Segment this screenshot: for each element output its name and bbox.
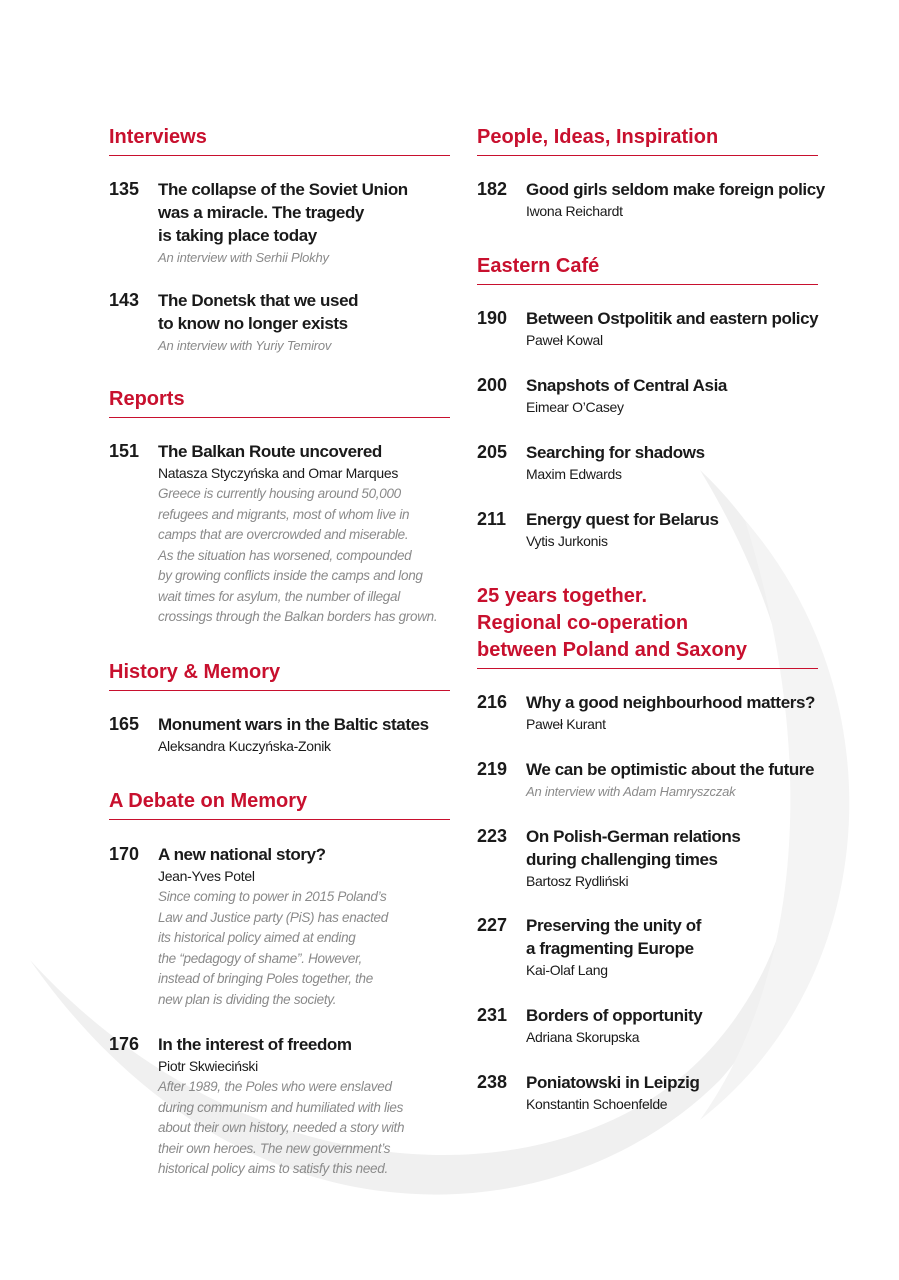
entry-description: Greece is currently housing around 50,000 refugees and migrants, most of whom live in camps that are overcrowded and miserable. As the situation has worsened, compounded by growing conflicts inside the camps and long wait times for asylum, the number of illegal crossings through the Balkan borders has grown. — [158, 486, 438, 624]
page-number: 176 — [109, 1034, 140, 1054]
entry-title: Between Ostpolitik and eastern policy — [526, 309, 819, 328]
section-title: A Debate on Memory — [109, 788, 450, 820]
entry-title: On Polish-German relations during challenging times — [526, 827, 741, 869]
entry-subtitle: An interview with Serhii Plokhy — [158, 250, 329, 265]
entry-author: Natasza Styczyńska and Omar Marques — [158, 465, 399, 481]
section-title: Interviews — [109, 124, 450, 156]
entry-author: Vytis Jurkonis — [526, 533, 608, 549]
entry-subtitle: An interview with Yuriy Temirov — [158, 338, 332, 353]
section-eastern-cafe — [477, 253, 818, 285]
page-number: 238 — [477, 1072, 508, 1092]
page-number: 223 — [477, 826, 508, 846]
section-history-memory — [109, 659, 450, 691]
page-number: 227 — [477, 915, 508, 935]
page-number: 135 — [109, 179, 140, 199]
page-number: 143 — [109, 290, 140, 310]
page-number: 190 — [477, 308, 508, 328]
page-number: 200 — [477, 375, 508, 395]
entry-author: Konstantin Schoenfelde — [526, 1096, 668, 1112]
entry-author: Piotr Skwieciński — [158, 1058, 258, 1074]
entry-title: Preserving the unity of a fragmenting Europe — [526, 916, 702, 958]
entry-author: Iwona Reichardt — [526, 203, 623, 219]
entry-author: Maxim Edwards — [526, 466, 622, 482]
entry-author: Kai-Olaf Lang — [526, 962, 608, 978]
entry-title: The Balkan Route uncovered — [158, 442, 382, 461]
entry-title: Poniatowski in Leipzig — [526, 1073, 700, 1092]
page-number: 170 — [109, 844, 140, 864]
entry-subtitle: An interview with Adam Hamryszczak — [526, 784, 736, 799]
entry-title: Good girls seldom make foreign policy — [526, 180, 825, 199]
entry-title: The Donetsk that we used to know no longer exists — [158, 291, 359, 333]
section-title: History & Memory — [109, 659, 450, 691]
entry-author: Bartosz Rydliński — [526, 873, 629, 889]
section-reports — [109, 386, 450, 418]
section-people-ideas — [477, 124, 818, 156]
section-title: Reports — [109, 386, 450, 418]
section-poland-saxony — [477, 583, 818, 669]
page-number: 216 — [477, 692, 508, 712]
section-interviews — [109, 124, 450, 156]
entry-title: In the interest of freedom — [158, 1035, 352, 1054]
entry-title: Searching for shadows — [526, 443, 705, 462]
entry-title: Snapshots of Central Asia — [526, 376, 727, 395]
entry-author: Jean-Yves Potel — [158, 868, 255, 884]
entry-title: Energy quest for Belarus — [526, 510, 719, 529]
page-number: 151 — [109, 441, 140, 461]
entry-author: Paweł Kowal — [526, 332, 603, 348]
entry-author: Eimear O’Casey — [526, 399, 624, 415]
entry-title: Borders of opportunity — [526, 1006, 703, 1025]
page-number: 211 — [477, 509, 507, 529]
page-number: 205 — [477, 442, 508, 462]
entry-author: Adriana Skorupska — [526, 1029, 640, 1045]
entry-title: Why a good neighbourhood matters? — [526, 693, 816, 712]
page-number: 165 — [109, 714, 140, 734]
section-title: People, Ideas, Inspiration — [477, 124, 818, 156]
entry-description: Since coming to power in 2015 Poland’s Law and Justice party (PiS) has enacted its historical policy aimed at ending the “pedagogy of shame”. However, instead of bringing Poles together, the new plan is dividing the society. — [158, 889, 388, 1007]
entry-title: Monument wars in the Baltic states — [158, 715, 429, 734]
entry-description: After 1989, the Poles who were enslaved during communism and humiliated with lies about their own history, needed a story with their own heroes. The new government’s historical policy aims to satisfy this need. — [158, 1079, 405, 1176]
entry-author: Aleksandra Kuczyńska-Zonik — [158, 738, 331, 754]
entry-title: We can be optimistic about the future — [526, 760, 815, 779]
page-number: 182 — [477, 179, 508, 199]
section-debate-memory — [109, 788, 450, 820]
entry-title: The collapse of the Soviet Union was a miracle. The tragedy is taking place today — [158, 180, 408, 245]
entry-title: A new national story? — [158, 845, 326, 864]
section-title: Eastern Café — [477, 253, 818, 285]
section-title: 25 years together. Regional co-operation between Poland and Saxony — [477, 583, 818, 669]
page-number: 231 — [477, 1005, 508, 1025]
entry-author: Paweł Kurant — [526, 716, 606, 732]
page-number: 219 — [477, 759, 508, 779]
